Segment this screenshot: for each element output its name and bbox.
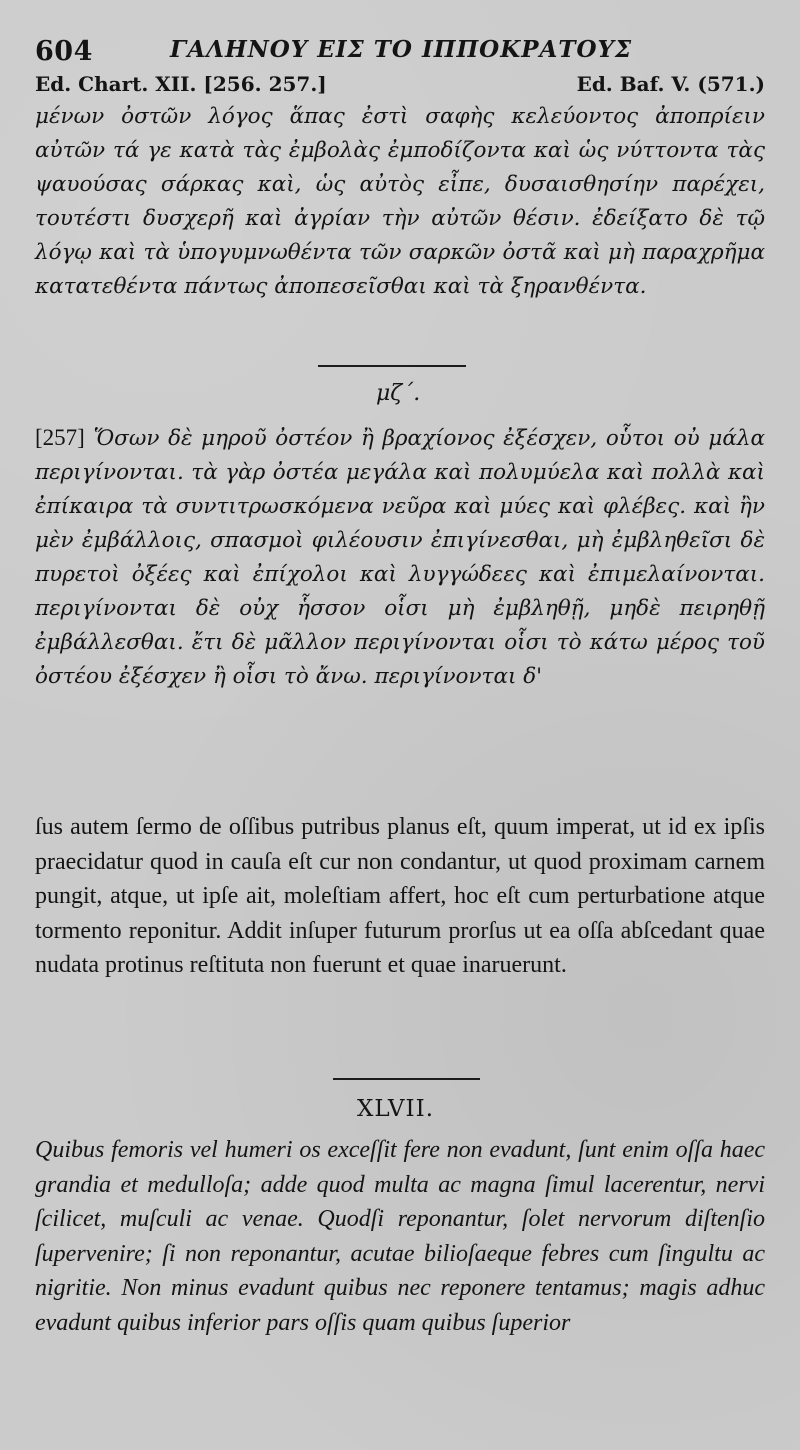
running-title: ΓΑΛΗΝΟΥ ΕΙΣ ΤΟ ΙΠΠΟΚΡΑΤΟΥΣ: [170, 36, 633, 63]
edition-reference-chartier: Ed. Chart. XII. [256. 257.]: [35, 72, 327, 96]
latin-section-number: XLVII.: [357, 1096, 435, 1122]
page-header: [35, 28, 765, 68]
section-divider-latin: [333, 1078, 480, 1080]
greek-section-number: μζ΄.: [376, 381, 421, 406]
latin-commentary-paragraph: ſus autem ſermo de oſſibus putribus planus eſt, quum imperat, ut id ex ipſis praecidatur quod in cauſa eſt cur non condantur, ut quod proximam carnem pungit, atque, ut ipſe ait, moleſtiam affert, hoc eſt cum perturbatione atque tormento reponitur. Addit inſuper futurum prorſus ut ea oſſa abſcedant quae nudata protinus reſtituta non fuerunt et quae inaruerunt.: [35, 814, 765, 978]
edition-references: [35, 72, 765, 102]
page-number: 604: [35, 36, 93, 67]
greek-aphorism-paragraph: [35, 421, 765, 694]
edition-reference-basel: Ed. Baf. V. (571.): [576, 72, 765, 96]
latin-aphorism-paragraph: Quibus femoris vel humeri os exceſſit fere non evadunt, ſunt enim oſſa haec grandia et medulloſa; adde quod multa ac magna ſimul lacerentur, nervi ſcilicet, muſculi ac venae. Quodſi reponantur, ſolet nervorum diſtenſio ſupervenire; ſi non reponantur, acutae bilioſaeque febres cum ſingultu ac nigritie. Non minus evadunt quibus nec reponere tentamus; magis adhuc evadunt quibus inferior pars oſſis quam quibus ſuperior: [35, 1137, 765, 1336]
section-divider-greek: [318, 365, 466, 367]
greek-aphorism-text: Ὅσων δὲ μηροῦ ὀστέον ἢ βραχίονος ἐξέσχεν, οὗτοι οὐ μάλα περιγίνονται. τὰ γὰρ ὀστέα μεγάλα καὶ πολυμύελα καὶ πολλὰ καὶ ἐπίκαιρα τὰ συντιτρωσκόμενα νεῦρα καὶ μύες καὶ φλέβες. καὶ ἢν μὲν ἐμβάλλοις, σπασμοὶ φιλέουσιν ἐπιγίνεσθαι, μὴ ἐμβληθεῖσι δὲ πυρετοὶ ὀξέες καὶ ἐπίχολοι καὶ λυγγώδεες καὶ ἐπιμελαίνονται. περιγίνονται δὲ οὐχ ἧσσον οἷσι μὴ ἐμβληθῇ, μηδὲ πειρηθῇ ἐμβάλλεσθαι. ἔτι δὲ μᾶλλον περιγίνονται οἷσι τὸ κάτω μέρος τοῦ ὀστέου ἐξέσχεν ἢ οἷσι τὸ ἄνω. περιγίνονται δ': [35, 426, 765, 689]
page-marker: [257]: [35, 425, 85, 450]
greek-commentary-paragraph: μένων ὀστῶν λόγος ἅπας ἐστὶ σαφὴς κελεύοντος ἀποπρίειν αὐτῶν τά γε κατὰ τὰς ἐμβολὰς ἐμποδίζοντα καὶ ὡς νύττοντα τὰς ψαυούσας σάρκας καὶ, ὡς αὐτὸς εἶπε, δυσαισθησίην παρέχει, τουτέστι δυσχερῆ καὶ ἀγρίαν τὴν αὐτῶν θέσιν. ἐδείξατο δὲ τῷ λόγῳ καὶ τὰ ὑπογυμνωθέντα τῶν σαρκῶν ὀστᾶ καὶ μὴ παραχρῆμα κατατεθέντα πάντως ἀποπεσεῖσθαι καὶ τὰ ξηρανθέντα.: [35, 104, 765, 299]
